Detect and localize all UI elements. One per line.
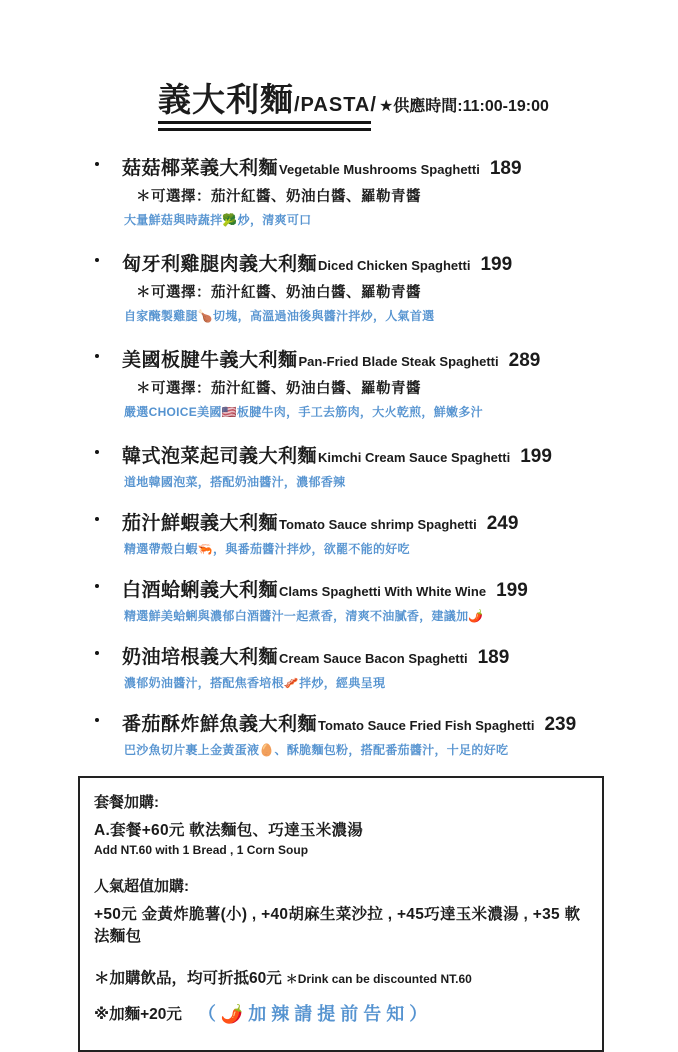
item-description: 自家醃製雞腿🍗切塊，高溫過油後與醬汁拌炒，人氣首選 [124, 309, 435, 324]
item-name-en: Clams Spaghetti With White Wine [279, 584, 487, 600]
item-content [122, 441, 678, 490]
bullet-dot-icon [95, 450, 99, 454]
addons-box [78, 776, 604, 1052]
item-price: 189 [489, 158, 522, 180]
item-name-zh: 番茄酥炸鮮魚義大利麵 [122, 714, 318, 736]
drink-discount-zh: ＊加購飲品，均可折抵60元 [94, 970, 282, 988]
item-price: 289 [508, 350, 541, 372]
item-name-en: Kimchi Cream Sauce Spaghetti [318, 450, 511, 466]
bullet-dot-icon [95, 258, 99, 262]
item-content [122, 642, 678, 691]
item-description: 濃郁奶油醬汁，搭配焦香培根🥓拌炒，經典呈現 [124, 676, 386, 691]
popular-addon-title: 人氣超值加購: [94, 878, 189, 896]
item-title-line [122, 508, 678, 535]
item-bullet-cell [92, 153, 122, 228]
menu-item [92, 508, 678, 557]
title-chinese: 義大利麵 [158, 81, 294, 118]
item-price: 189 [477, 647, 510, 669]
item-price: 239 [544, 714, 577, 736]
bullet-dot-icon [95, 651, 99, 655]
item-sauce-options: ＊可選擇：茄汁紅醬、奶油白醬、羅勒青醬 [136, 381, 421, 398]
extra-noodle-price: ※加麵+20元 [94, 1006, 182, 1024]
item-bullet-cell [92, 709, 122, 758]
menu-item [92, 153, 678, 228]
item-content [122, 709, 678, 758]
title-english: /PASTA/ [294, 94, 377, 116]
item-description: 巴沙魚切片裹上金黃蛋液🥚、酥脆麵包粉，搭配番茄醬汁，十足的好吃 [124, 743, 509, 758]
item-title-line [122, 249, 678, 276]
item-price: 199 [480, 254, 513, 276]
item-bullet-cell [92, 575, 122, 624]
drink-discount-line [94, 966, 588, 988]
menu-header [0, 0, 678, 131]
item-sauce-options: ＊可選擇：茄汁紅醬、奶油白醬、羅勒青醬 [136, 189, 421, 206]
item-name-en: Vegetable Mushrooms Spaghetti [279, 162, 480, 178]
menu-item [92, 441, 678, 490]
menu-item [92, 709, 678, 758]
menu-item [92, 345, 678, 420]
item-title-line [122, 345, 678, 372]
item-name-en: Tomato Sauce Fried Fish Spaghetti [318, 718, 535, 734]
menu-item [92, 575, 678, 624]
item-name-zh: 奶油培根義大利麵 [122, 647, 279, 669]
extra-noodle-line [94, 1000, 588, 1026]
item-bullet-cell [92, 345, 122, 420]
serving-hours: ★供應時間:11:00-19:00 [378, 98, 549, 115]
item-title-line [122, 709, 678, 736]
page-title [158, 82, 678, 118]
item-name-zh: 白酒蛤蜊義大利麵 [122, 580, 279, 602]
title-underline [158, 121, 371, 131]
item-name-zh: 匈牙利雞腿肉義大利麵 [122, 254, 318, 276]
item-bullet-cell [92, 249, 122, 324]
bullet-dot-icon [95, 584, 99, 588]
bullet-dot-icon [95, 517, 99, 521]
item-title-line [122, 575, 678, 602]
menu-item-list [92, 153, 678, 758]
item-title-line [122, 153, 678, 180]
item-name-en: Pan-Fried Blade Steak Spaghetti [298, 354, 499, 370]
item-name-zh: 美國板腱牛義大利麵 [122, 350, 298, 372]
item-bullet-cell [92, 508, 122, 557]
item-content [122, 575, 678, 624]
item-description: 嚴選CHOICE美國🇺🇸板腱牛肉，手工去筋肉，大火乾煎，鮮嫩多汁 [124, 405, 483, 420]
item-price: 249 [486, 513, 519, 535]
combo-addon-line: A.套餐+60元 軟法麵包、巧達玉米濃湯 [94, 822, 364, 840]
item-sauce-options: ＊可選擇：茄汁紅醬、奶油白醬、羅勒青醬 [136, 285, 421, 302]
bullet-dot-icon [95, 162, 99, 166]
drink-discount-en: ＊Drink can be discounted NT.60 [285, 972, 472, 987]
item-name-zh: 菇菇椰菜義大利麵 [122, 158, 279, 180]
item-description: 精選帶殼白蝦🦐，與番茄醬汁拌炒，欲罷不能的好吃 [124, 542, 410, 557]
popular-addon-line: +50元 金黃炸脆薯(小) , +40胡麻生菜沙拉 , +45巧達玉米濃湯 , +35 軟法麵包 [94, 906, 581, 946]
item-name-en: Tomato Sauce shrimp Spaghetti [279, 517, 477, 533]
item-bullet-cell [92, 642, 122, 691]
menu-item [92, 642, 678, 691]
item-name-en: Diced Chicken Spaghetti [318, 258, 471, 274]
item-name-en: Cream Sauce Bacon Spaghetti [279, 651, 468, 667]
item-title-line [122, 642, 678, 669]
item-name-zh: 韓式泡菜起司義大利麵 [122, 446, 318, 468]
combo-addon-title: 套餐加購: [94, 794, 159, 812]
item-content [122, 508, 678, 557]
item-content [122, 153, 678, 228]
item-name-zh: 茄汁鮮蝦義大利麵 [122, 513, 279, 535]
item-price: 199 [520, 446, 552, 468]
spicy-notice: （🌶️加辣請提前告知） [197, 1004, 433, 1025]
menu-item [92, 249, 678, 324]
bullet-dot-icon [95, 354, 99, 358]
item-description: 精選鮮美蛤蜊與濃郁白酒醬汁一起煮香，清爽不油膩香，建議加🌶️ [124, 609, 484, 624]
item-description: 大量鮮菇與時蔬拌🥦炒，清爽可口 [124, 213, 312, 228]
item-bullet-cell [92, 441, 122, 490]
item-description: 道地韓國泡菜，搭配奶油醬汁，濃郁香辣 [124, 475, 346, 490]
bullet-dot-icon [95, 718, 99, 722]
item-title-line [122, 441, 678, 468]
item-content [122, 345, 678, 420]
combo-addon-line-en: Add NT.60 with 1 Bread , 1 Corn Soup [94, 843, 309, 858]
item-price: 199 [496, 580, 528, 602]
item-content [122, 249, 678, 324]
